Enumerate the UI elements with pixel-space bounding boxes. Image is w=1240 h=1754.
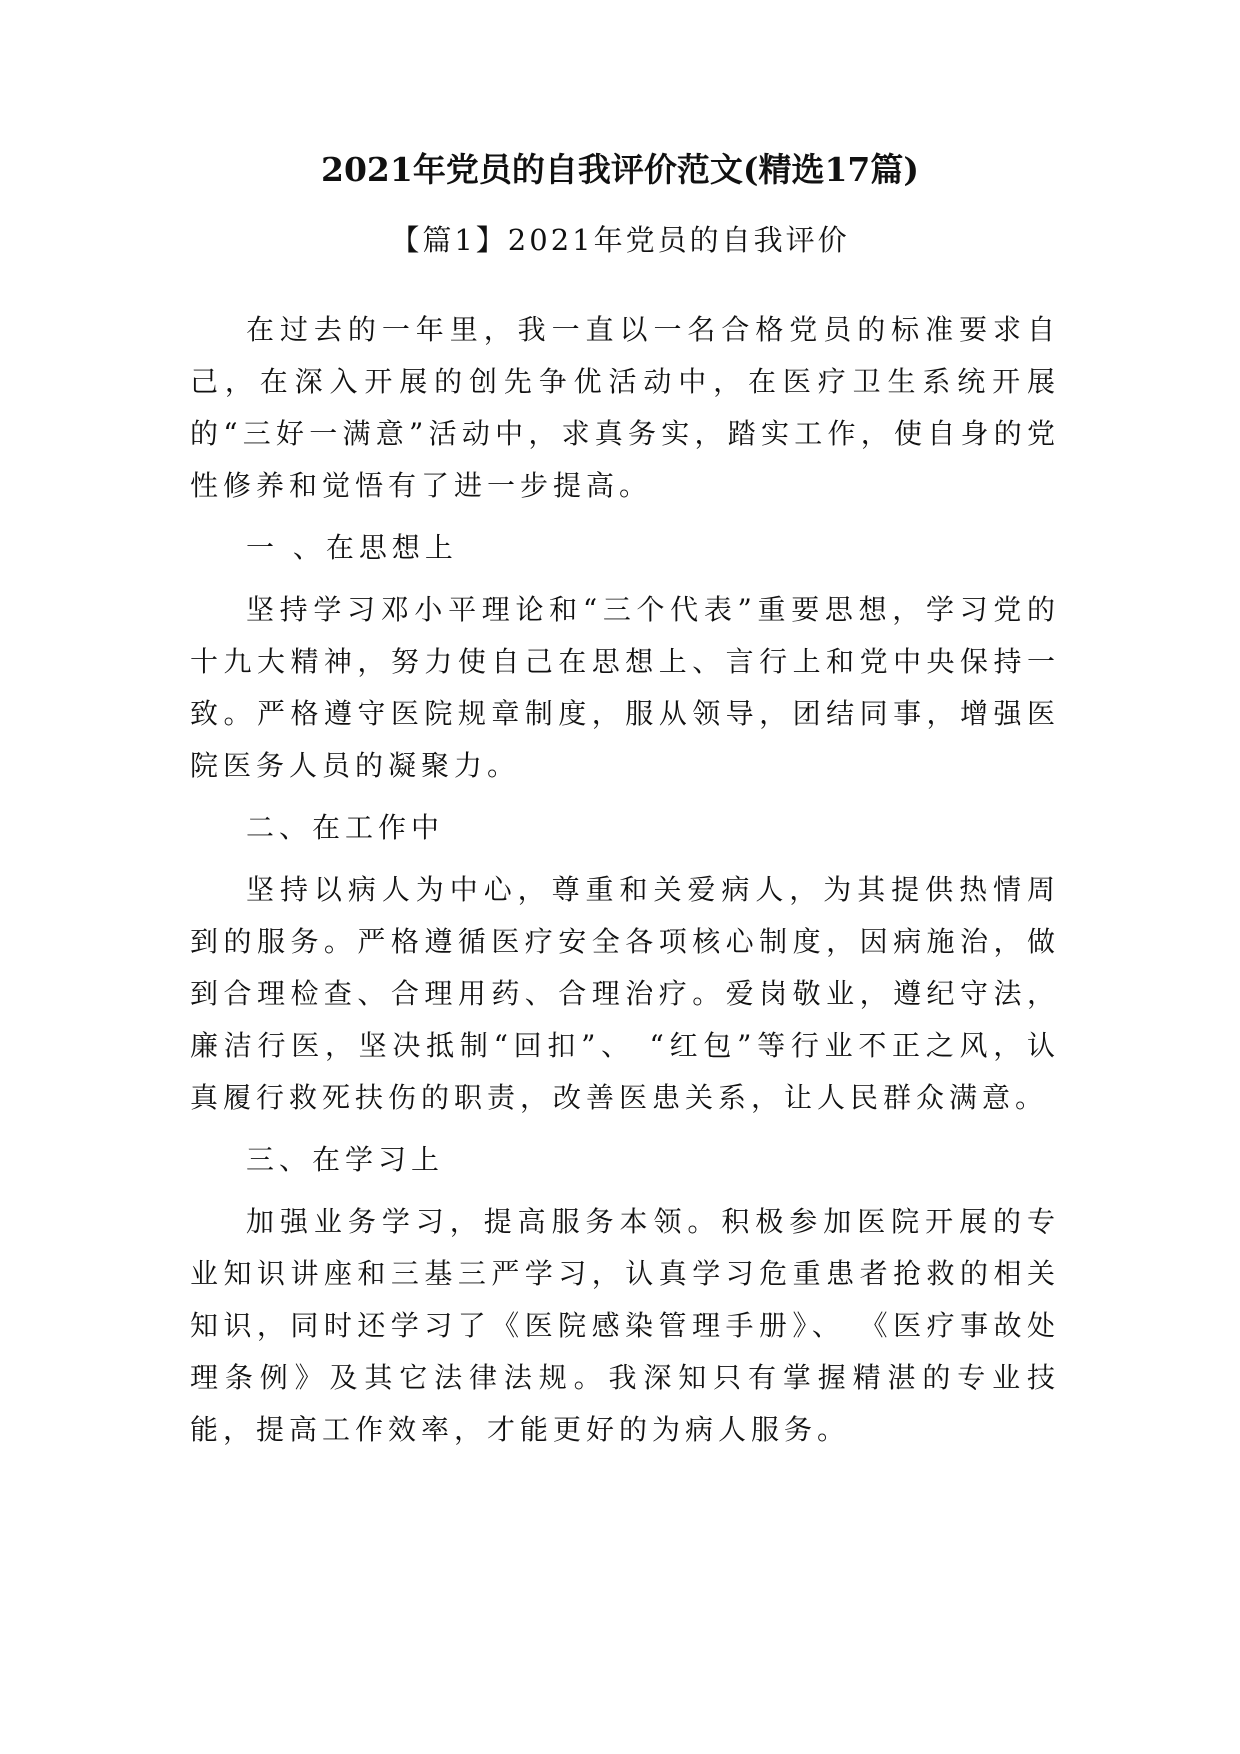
document-body [190, 304, 1060, 1466]
heading-work: 二、在工作中 [246, 811, 445, 844]
section-title: 【篇1】2021年党员的自我评价 [390, 223, 850, 257]
paragraph-study: 加强业务学习，提高服务本领。积极参加医院开展的专业知识讲座和三基三严学习，认真学习危重患者抢救的相关知识，同时还学习了《医院感染管理手册》、 《医疗事故处理条例》及其它法律法规。我深知只有掌握精湛的专业技能，提高工作效率，才能更好的为病人服务。 [190, 1205, 1060, 1446]
heading-thought: 一 、在思想上 [246, 531, 458, 564]
paragraph-intro: 在过去的一年里，我一直以一名合格党员的标准要求自己，在深入开展的创先争优活动中，在医疗卫生系统开展的“三好一满意”活动中，求真务实，踏实工作，使自身的党性修养和觉悟有了进一步提高。 [190, 313, 1060, 502]
document-title: 2021年党员的自我评价范文(精选17篇) [321, 150, 919, 189]
heading-study: 三、在学习上 [246, 1143, 445, 1176]
paragraph-thought: 坚持学习邓小平理论和“三个代表”重要思想，学习党的十九大精神，努力使自己在思想上、言行上和党中央保持一致。严格遵守医院规章制度，服从领导，团结同事，增强医院医务人员的凝聚力。 [190, 593, 1060, 782]
paragraph-work: 坚持以病人为中心，尊重和关爱病人，为其提供热情周到的服务。严格遵循医疗安全各项核心制度，因病施治，做到合理检查、合理用药、合理治疗。爱岗敬业，遵纪守法，廉洁行医，坚决抵制“回扣”、 “红包”等行业不正之风，认真履行救死扶伤的职责，改善医患关系，让人民群众满意。 [190, 873, 1060, 1114]
